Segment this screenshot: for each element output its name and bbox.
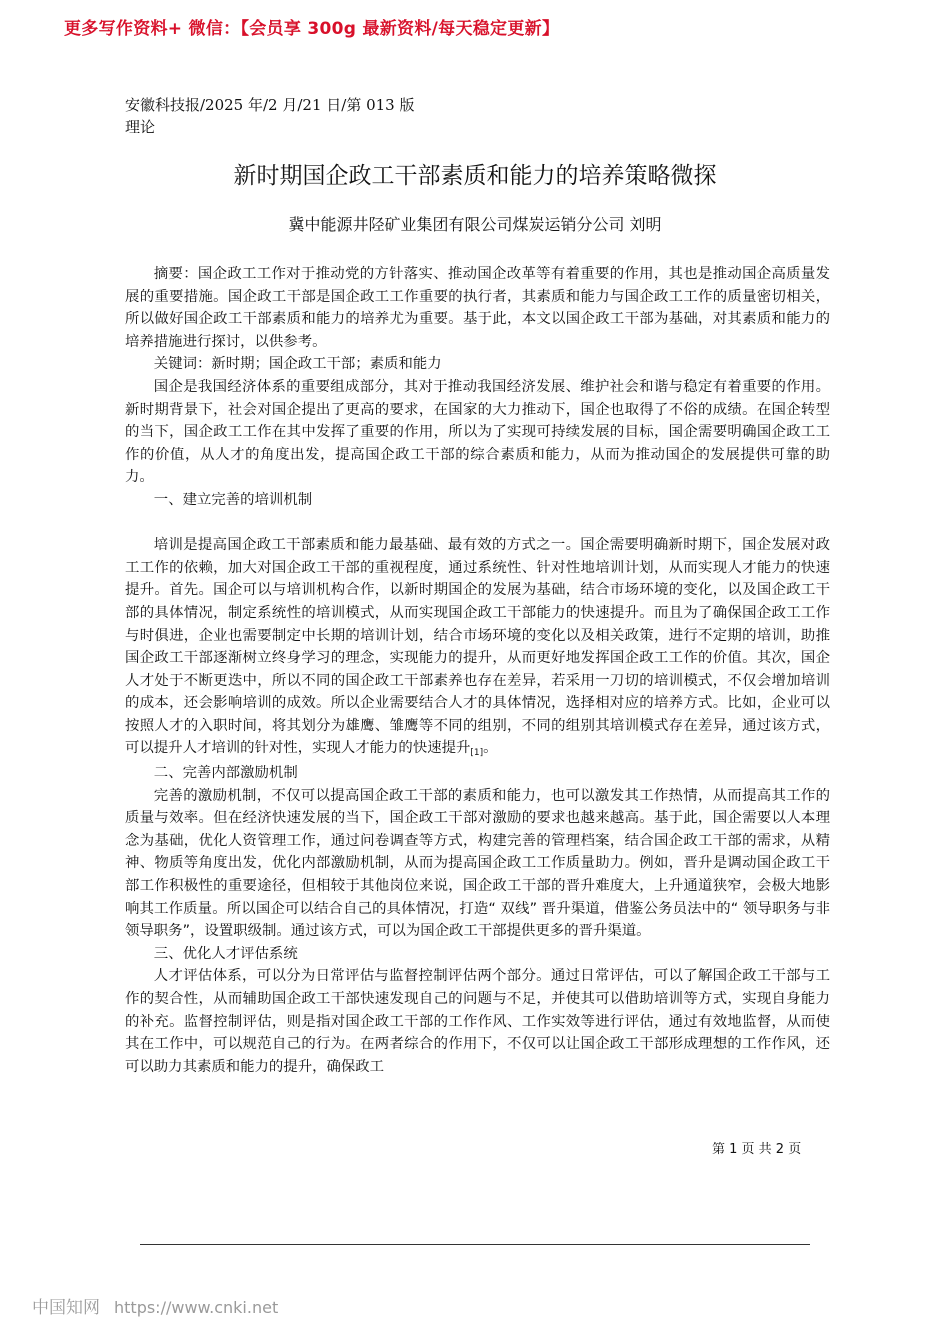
- page-number: 第 1 页 共 2 页: [712, 1142, 802, 1157]
- section-heading-1: 一、建立完善的培训机制: [153, 491, 313, 508]
- section-1-text: 培训是提高国企政工干部素质和能力最基础、最有效的方式之一。国企需要明确新时期下，国企发展对政工工作的依赖，加大对国企政工干部的重视程度，通过系统性、针对性地培训计划，从而实现人才能力的快速提升。首先。国企可以与培训机构合作，以新时期国企的发展为基础，结合市场环境的变化，以及国企政工干部的具体情况，制定系统性的培训模式，从而实现国企政工干部能力的快速提升。而且为了确保国企政工工作与时俱进，企业也需要制定中长期的培训计划，结合市场环境的变化以及相关政策，进行不定期的培训，助推国企政工干部逐渐树立终身学习的理念，实现能力的提升，从而更好地发挥国企政工工作的价值。其次，国企人才处于不断更迭中，所以不同的国企政工干部素养也存在差异，若采用一刀切的培训模式，不仅会增加培训的成本，还会影响培训的成效。所以企业需要结合人才的具体情况，选择相对应的培养方式。比如，企业可以按照人才的入职时间，将其划分为雄鹰、雏鹰等不同的组别，不同的组别其培训模式存在差异，通过该方式，可以提升人才培训的针对性，实现人才能力的快速提升: [125, 537, 830, 757]
- watermark-url: https://www.cnki.net: [114, 1298, 279, 1317]
- abstract-paragraph: 摘要：国企政工工作对于推动党的方针落实、推动国企改革等有着重要的作用，其也是推动国企高质量发展的重要措施。国企政工干部是国企政工工作重要的执行者，其素质和能力与国企政工工作的质量密切相关，所以做好国企政工干部素质和能力的培养尤为重要。基于此，本文以国企政工干部为基础，对其素质和能力的培养措施进行探讨，以供参考。: [125, 266, 830, 350]
- section-heading-2: 二、完善内部激励机制: [153, 765, 298, 782]
- section-2-paragraph: 完善的激励机制，不仅可以提高国企政工干部的素质和能力，也可以激发其工作热情，从而提高其工作的质量与效率。但在经济快速发展的当下，国企政工干部对激励的要求也越来越高。基于此，国企需要以人本理念为基础，优化人资管理工作，通过问卷调查等方式，构建完善的管理档案，结合国企政工干部的需求，从精神、物质等角度出发，优化内部激励机制，从而为提高国企政工工作质量助力。例如，晋升是调动国企政工干部工作积极性的重要途径，但相较于其他岗位来说，国企政工干部的晋升难度大，上升通道狭窄，会极大地影响其工作质量。所以国企可以结合自己的具体情况，打造“ 双线” 晋升渠道，借鉴公务员法中的“ 领导职务与非领导职务”，设置职级制。通过该方式，可以为国企政工干部提供更多的晋升渠道。: [125, 787, 830, 940]
- article-title: 新时期国企政工干部素质和能力的培养策略微探: [233, 163, 717, 189]
- watermark: [32, 1293, 278, 1318]
- section-heading-3: 三、优化人才评估系统: [153, 945, 298, 962]
- watermark-brand: 中国知网: [32, 1298, 100, 1318]
- source-line: 安徽科技报/2025 年/2 月/21 日/第 013 版理论: [125, 96, 415, 136]
- section-1-paragraph: [125, 534, 830, 762]
- section-3-paragraph: 人才评估体系，可以分为日常评估与监督控制评估两个部分。通过日常评估，可以了解国企政工干部与工作的契合性，从而辅助国企政工干部快速发现自己的问题与不足，并使其可以借助培训等方式，实现自身能力的补充。监督控制评估，则是指对国企政工干部的工作作风、工作实效等进行评估，通过有效地监督，从而使其在工作中，可以规范自己的行为。在两者综合的作用下，不仅可以让国企政工干部形成理想的工作作风，还可以助力其素质和能力的提升，确保政工: [125, 968, 830, 1075]
- citation-ref: [1]: [470, 748, 484, 759]
- keywords-paragraph: 关键词：新时期；国企政工干部；素质和能力: [153, 356, 442, 373]
- section-1-end: 。: [483, 740, 498, 757]
- article-body: [125, 263, 830, 1078]
- intro-paragraph: 国企是我国经济体系的重要组成部分，其对于推动我国经济发展、维护社会和谐与稳定有着重要的作用。新时期背景下，社会对国企提出了更高的要求，在国家的大力推动下，国企也取得了不俗的成绩。在国企转型的当下，国企政工工作在其中发挥了重要的作用，所以为了实现可持续发展的目标，国企需要明确国企政工工作的价值，从人才的角度出发，提高国企政工干部的综合素质和能力，从而为推动国企的发展提供可靠的助力。: [125, 378, 830, 486]
- footer-divider: [140, 1244, 810, 1245]
- author-line: 冀中能源井陉矿业集团有限公司煤炭运销分公司 刘明: [288, 215, 662, 234]
- promo-banner: 更多写作资料+ 微信：【会员享 300g 最新资料/每天稳定更新】: [64, 19, 560, 39]
